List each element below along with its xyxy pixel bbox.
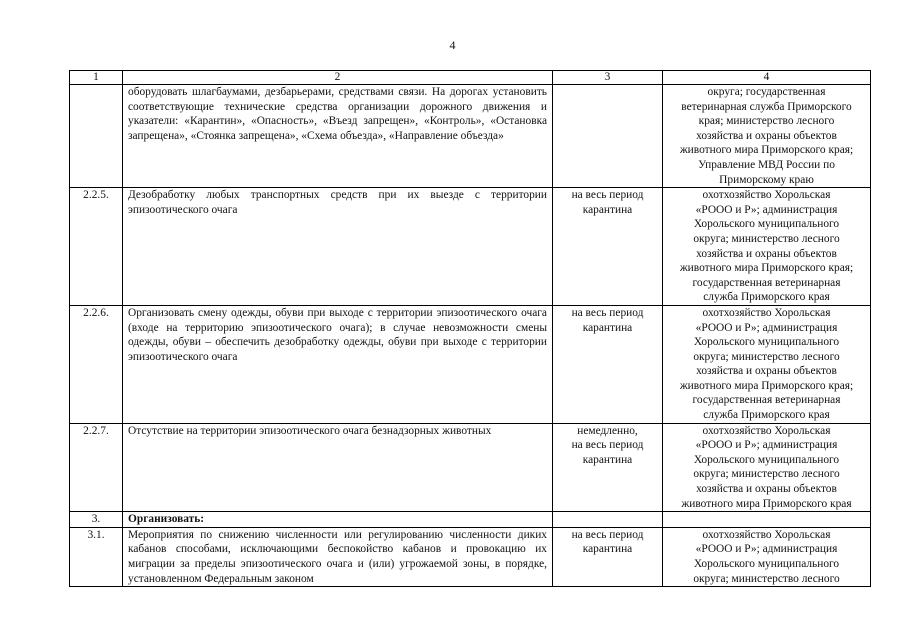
responsible-line: «РООО и Р»; администрация	[695, 203, 838, 216]
responsible-line: округа; министерство лесного	[693, 572, 840, 585]
row-responsible	[663, 423, 871, 512]
responsible-line: животного мира Приморского края	[681, 497, 852, 510]
row-number: 2.2.7.	[70, 423, 123, 512]
responsible-line: охотхозяйство Хорольская	[702, 528, 831, 541]
row-responsible	[663, 188, 871, 306]
responsible-line: «РООО и Р»; администрация	[695, 543, 838, 556]
row-responsible	[663, 305, 871, 423]
responsible-line: охотхозяйство Хорольская	[702, 306, 831, 319]
row-term	[553, 512, 663, 528]
responsible-line: хозяйства и охраны объектов	[696, 365, 837, 378]
responsible-line: «РООО и Р»; администрация	[695, 439, 838, 452]
table-header-row	[70, 71, 871, 85]
table-row	[70, 423, 871, 512]
responsible-line: округа; министерство лесного	[693, 232, 840, 245]
table-row	[70, 305, 871, 423]
table-row	[70, 512, 871, 528]
responsible-line: животного мира Приморского края;	[679, 262, 854, 275]
row-number: 2.2.6.	[70, 305, 123, 423]
responsible-line: служба Приморского края	[703, 409, 830, 422]
section-heading: Организовать:	[123, 512, 553, 528]
responsible-line: округа; министерство лесного	[693, 350, 840, 363]
responsible-line: Хорольского муниципального	[693, 558, 840, 570]
responsible-line: Хорольского муниципального	[693, 218, 840, 231]
row-number: 2.2.5.	[70, 188, 123, 306]
responsible-line: животного мира Приморского края;	[679, 379, 854, 392]
responsible-line: хозяйства и охраны объектов	[696, 247, 837, 260]
term-line: карантина	[582, 203, 633, 216]
row-action: Отсутствие на территории эпизоотического очага безнадзорных животных	[123, 423, 553, 512]
responsible-line: хозяйства и охраны объектов	[696, 483, 837, 496]
row-term	[553, 85, 663, 188]
term-line: карантина	[582, 321, 633, 334]
row-responsible	[663, 512, 871, 528]
table-row	[70, 85, 871, 188]
header-col-1: 1	[70, 71, 123, 85]
responsible-line: края; министерство лесного	[698, 115, 835, 128]
row-action: Организовать смену одежды, обуви при выходе с территории эпизоотического очага (входе на территорию эпизоотического очага); в случае невозможности смены одежды, обуви – обеспечить дезобработку одежды, обуви при выходе с территории эпизоотического очага	[123, 305, 553, 423]
row-number: 3.1.	[70, 527, 123, 586]
row-action: Мероприятия по снижению численности или регулированию численности диких кабанов способами, исключающими беспокойство кабанов и провокацию их миграции за пределы эпизоотического очага и (или) угрожаемой зоны, в порядке, установленном Федеральным законом	[123, 527, 553, 586]
term-line: на весь период	[571, 528, 644, 541]
row-action: оборудовать шлагбаумами, дезбарьерами, средствами связи. На дорогах установить соответствующие технические средства организации дорожного движения и указатели: «Карантин», «Опасность», «Въезд запрещен», «Контроль», «Остановка запрещена», «Стоянка запрещена», «Схема объезда», «Направление объезда»	[123, 85, 553, 188]
responsible-line: охотхозяйство Хорольская	[702, 424, 831, 437]
responsible-line: охотхозяйство Хорольская	[702, 189, 831, 202]
header-col-4: 4	[663, 71, 871, 85]
responsible-line: служба Приморского края	[703, 291, 830, 304]
responsible-line: Хорольского муниципального	[693, 453, 840, 466]
header-col-3: 3	[553, 71, 663, 85]
table-row	[70, 188, 871, 306]
term-line: карантина	[582, 453, 633, 466]
page-number: 4	[449, 38, 456, 52]
row-number	[70, 85, 123, 188]
row-responsible	[663, 527, 871, 586]
row-responsible	[663, 85, 871, 188]
responsible-line: округа; министерство лесного	[693, 468, 840, 481]
row-term	[553, 527, 663, 586]
responsible-line: «РООО и Р»; администрация	[695, 321, 838, 334]
row-term	[553, 423, 663, 512]
measures-table	[69, 70, 871, 587]
row-number: 3.	[70, 512, 123, 528]
responsible-line: животного мира Приморского края;	[679, 144, 854, 157]
responsible-line: Хорольского муниципального	[693, 336, 840, 349]
responsible-line: Управление МВД России по	[698, 158, 835, 171]
term-line: карантина	[582, 543, 633, 556]
responsible-line: ветеринарная служба Приморского	[681, 100, 852, 113]
term-line: на весь период	[571, 189, 644, 202]
term-line: немедленно,	[577, 424, 638, 437]
row-term	[553, 188, 663, 306]
term-line: на весь период	[571, 306, 644, 319]
row-action: Дезобработку любых транспортных средств при их выезде с территории эпизоотического очага	[123, 188, 553, 306]
responsible-line: округа; государственная	[707, 86, 826, 98]
responsible-line: Приморскому краю	[719, 173, 814, 186]
table-row	[70, 527, 871, 586]
row-term	[553, 305, 663, 423]
responsible-line: хозяйства и охраны объектов	[696, 129, 837, 142]
responsible-line: государственная ветеринарная	[692, 276, 841, 289]
term-line: на весь период	[571, 439, 644, 452]
responsible-line: государственная ветеринарная	[692, 394, 841, 407]
header-col-2: 2	[123, 71, 553, 85]
